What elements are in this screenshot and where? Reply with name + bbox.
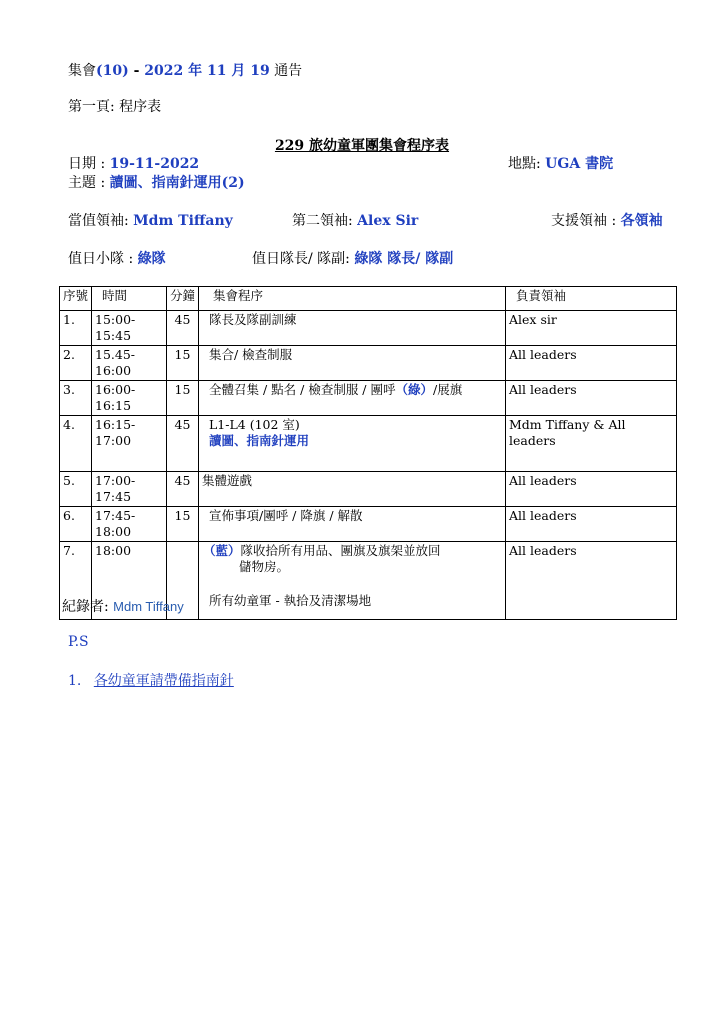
- row-program-text: 全體召集 / 點名 / 檢查制服 / 團呼: [209, 382, 396, 397]
- row-minutes: 15: [167, 346, 199, 381]
- row-program: 隊長及隊副訓練: [199, 311, 506, 346]
- row-minutes: 15: [167, 507, 199, 542]
- row-no: 2.: [60, 346, 92, 381]
- patrol-color-blue: （藍）: [203, 543, 241, 558]
- row-program: [199, 416, 506, 472]
- header-time: 時間: [92, 287, 167, 311]
- row-leader: All leaders: [506, 507, 677, 542]
- notice-suffix: 通告: [269, 63, 303, 79]
- date-row: [68, 153, 199, 173]
- venue-label: 地點:: [508, 156, 546, 172]
- row-minutes: 15: [167, 381, 199, 416]
- theme-value: 讀圖、指南針運用(2): [109, 175, 245, 191]
- row-minutes: 45: [167, 311, 199, 346]
- table-header-row: [60, 287, 677, 311]
- header-no: 序號: [60, 287, 92, 311]
- support-leader-value: 各領袖: [620, 213, 663, 229]
- row-no: 7.: [60, 542, 92, 620]
- venue-row: [508, 153, 613, 173]
- row-time: 17:00-17:45: [92, 472, 167, 507]
- row-program-text-end: /展旗: [433, 382, 463, 397]
- second-leader: [292, 210, 418, 230]
- support-leader: [551, 210, 663, 230]
- page-label: 第一頁: 程序表: [68, 99, 162, 115]
- ps-item-text: 各幼童軍請帶備指南針: [93, 673, 234, 689]
- patrol-color-green: （綠）: [395, 382, 433, 397]
- program-table: [59, 286, 677, 620]
- ps-heading: P.S: [68, 634, 89, 650]
- row-no: 5.: [60, 472, 92, 507]
- document-title: 229 旅幼童軍團集會程序表: [274, 138, 450, 154]
- row-time: 18:00: [92, 542, 167, 620]
- venue-value: UGA 書院: [545, 156, 614, 172]
- second-leader-label: 第二領袖:: [292, 213, 358, 229]
- recorder-row: [62, 596, 184, 616]
- theme-row: [68, 172, 245, 192]
- row-minutes: 45: [167, 472, 199, 507]
- row-program: 集體遊戲: [199, 472, 506, 507]
- notice-number: (10): [96, 63, 129, 79]
- duty-patrol-label: 值日小隊 :: [68, 251, 138, 267]
- recorder-value: Mdm Tiffany: [113, 599, 184, 614]
- row-program-line: L1-L4 (102 室): [209, 417, 300, 432]
- row-time: 17:45-18:00: [92, 507, 167, 542]
- row-leader: All leaders: [506, 472, 677, 507]
- row-no: 1.: [60, 311, 92, 346]
- row-time: 15.45-16:00: [92, 346, 167, 381]
- row-program-text-all: 所有幼童軍 - 執拾及清潔場地: [209, 593, 372, 608]
- row-time: 16:00-16:15: [92, 381, 167, 416]
- table-row: [60, 381, 677, 416]
- row-program-topic: 讀圖、指南針運用: [209, 433, 310, 448]
- notice-prefix: 集會: [68, 63, 96, 79]
- table-row: [60, 507, 677, 542]
- row-time: 15:00-15:45: [92, 311, 167, 346]
- second-leader-value: Alex Sir: [357, 213, 419, 229]
- table-row: [60, 472, 677, 507]
- row-minutes: 45: [167, 416, 199, 472]
- theme-label: 主題 :: [68, 175, 110, 191]
- date-value: 19-11-2022: [109, 156, 200, 172]
- duty-patrol-leader-label: 值日隊長/ 隊副:: [252, 251, 355, 267]
- duty-patrol: [68, 248, 166, 268]
- header-leader: 負責領袖: [506, 287, 677, 311]
- row-no: 6.: [60, 507, 92, 542]
- recorder-label: 紀錄者:: [62, 599, 114, 615]
- duty-patrol-value: 綠隊: [137, 251, 166, 267]
- row-leader: Alex sir: [506, 311, 677, 346]
- table-row: [60, 311, 677, 346]
- notice-dash: -: [128, 63, 145, 79]
- header-minutes: 分鐘: [167, 287, 199, 311]
- row-leader: All leaders: [506, 346, 677, 381]
- row-no: 3.: [60, 381, 92, 416]
- ps-item: [68, 670, 234, 690]
- header-program: 集會程序: [199, 287, 506, 311]
- row-leader: All leaders: [506, 381, 677, 416]
- row-time: 16:15-17:00: [92, 416, 167, 472]
- ps-item-number: 1.: [68, 673, 82, 689]
- duty-patrol-leader-value: 綠隊 隊長/ 隊副: [354, 251, 454, 267]
- row-program: 宣佈事項/團呼 / 降旗 / 解散: [199, 507, 506, 542]
- row-program: 集合/ 檢查制服: [199, 346, 506, 381]
- row-leader: Mdm Tiffany & All leaders: [506, 416, 677, 472]
- row-no: 4.: [60, 416, 92, 472]
- duty-patrol-leader: [252, 248, 453, 268]
- table-row: [60, 416, 677, 472]
- duty-leader-label: 當值領袖:: [68, 213, 134, 229]
- support-leader-label: 支援領袖 :: [551, 213, 621, 229]
- duty-leader-value: Mdm Tiffany: [133, 213, 233, 229]
- notice-heading: [68, 60, 302, 80]
- table-row: [60, 346, 677, 381]
- row-program: [199, 381, 506, 416]
- notice-date: 2022 年 11 月 19: [144, 63, 270, 79]
- row-program-text: 隊收拾所有用品、團旗及旗架並放回: [240, 543, 441, 558]
- date-label: 日期 :: [68, 156, 110, 172]
- row-program: [199, 542, 506, 620]
- duty-leader: [68, 210, 233, 230]
- row-leader: All leaders: [506, 542, 677, 620]
- row-program-text-cont: 儲物房。: [239, 559, 290, 574]
